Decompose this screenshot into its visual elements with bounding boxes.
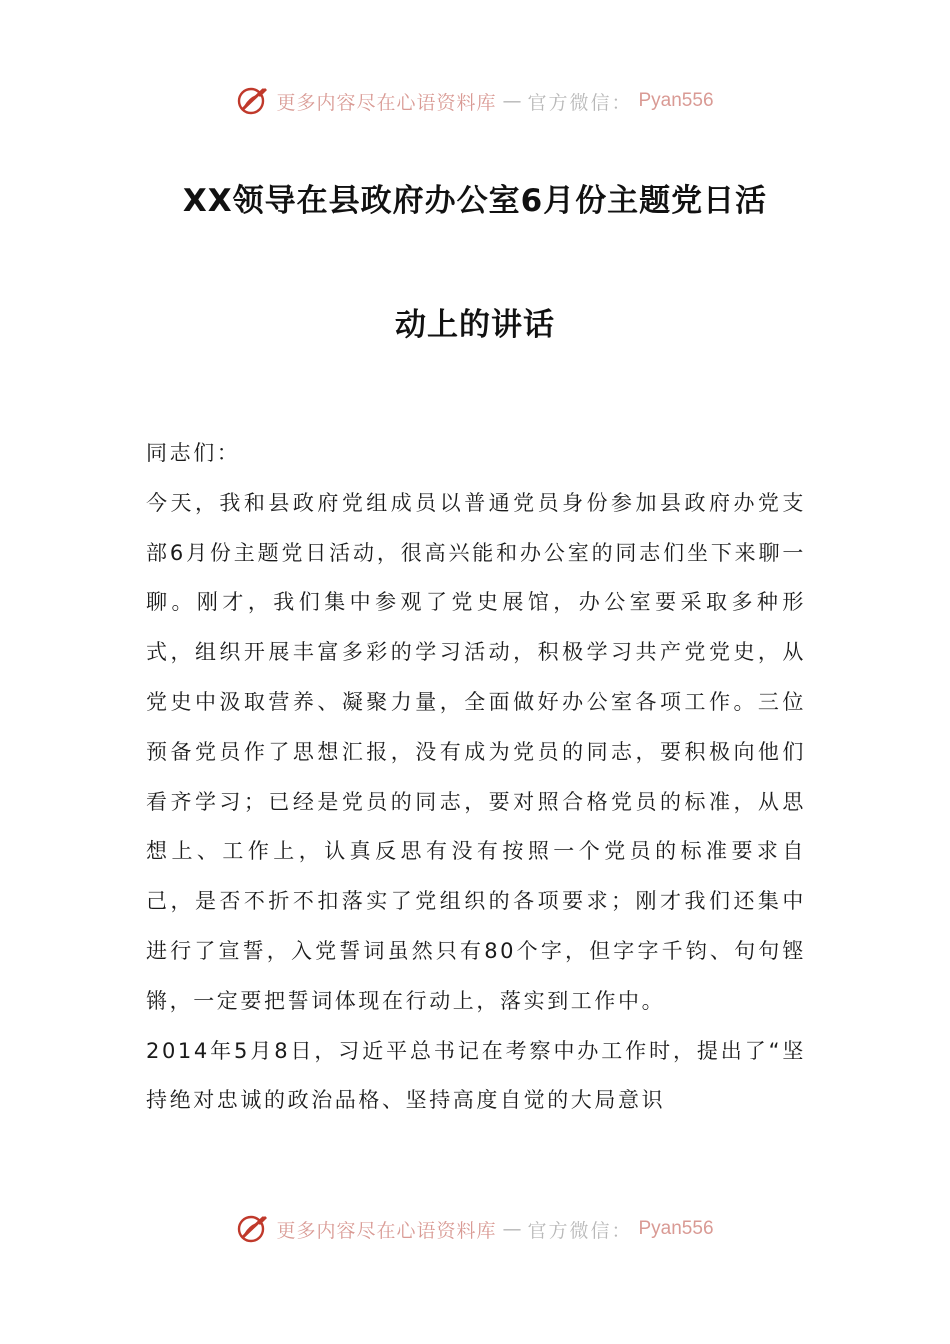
- pen-logo-icon: [236, 1212, 270, 1246]
- banner-site-text: 更多内容尽在心语资料库: [276, 91, 497, 114]
- pen-logo-icon: [236, 84, 270, 118]
- body-paragraph: 2014年5月8日，习近平总书记在考察中办工作时，提出了“坚持绝对忠诚的政治品格、坚持高度自觉的大局意识: [146, 1038, 806, 1113]
- banner-dash: —: [502, 90, 522, 112]
- document-body: [146, 429, 806, 1126]
- body-paragraph: 今天，我和县政府党组成员以普通党员身份参加县政府办党支部6月份主题党日活动，很高兴能和办公室的同志们坐下来聊一聊。刚才，我们集中参观了党史展馆，办公室要采取多种形式，组织开展丰富多彩的学习活动，积极学习共产党党史，从党史中汲取营养、凝聚力量，全面做好办公室各项工作。三位预备党员作了思想汇报，没有成为党员的同志，要积极向他们看齐学习；已经是党员的同志，要对照合格党员的标准，从思想上、工作上，认真反思有没有按照一个党员的标准要求自己，是否不折不扣落实了党组织的各项要求；刚才我们还集中进行了宣誓，入党誓词虽然只有80个字，但字字千钧、句句铿锵，一定要把誓词体现在行动上，落实到工作中。: [146, 490, 806, 1013]
- footer-banner: [0, 1212, 950, 1246]
- banner-label: 官方微信：: [527, 91, 633, 114]
- salutation: 同志们：: [146, 441, 241, 465]
- document-title-line-1: XX领导在县政府办公室6月份主题党日活: [182, 183, 768, 219]
- header-banner: [0, 84, 950, 118]
- banner-dash: —: [502, 1218, 522, 1240]
- banner-wechat-id: Pyan556: [638, 1218, 714, 1239]
- banner-site-text: 更多内容尽在心语资料库: [276, 1219, 497, 1242]
- banner-label: 官方微信：: [527, 1219, 633, 1242]
- document-title-line-2: 动上的讲话: [395, 307, 555, 343]
- banner-wechat-id: Pyan556: [638, 90, 714, 111]
